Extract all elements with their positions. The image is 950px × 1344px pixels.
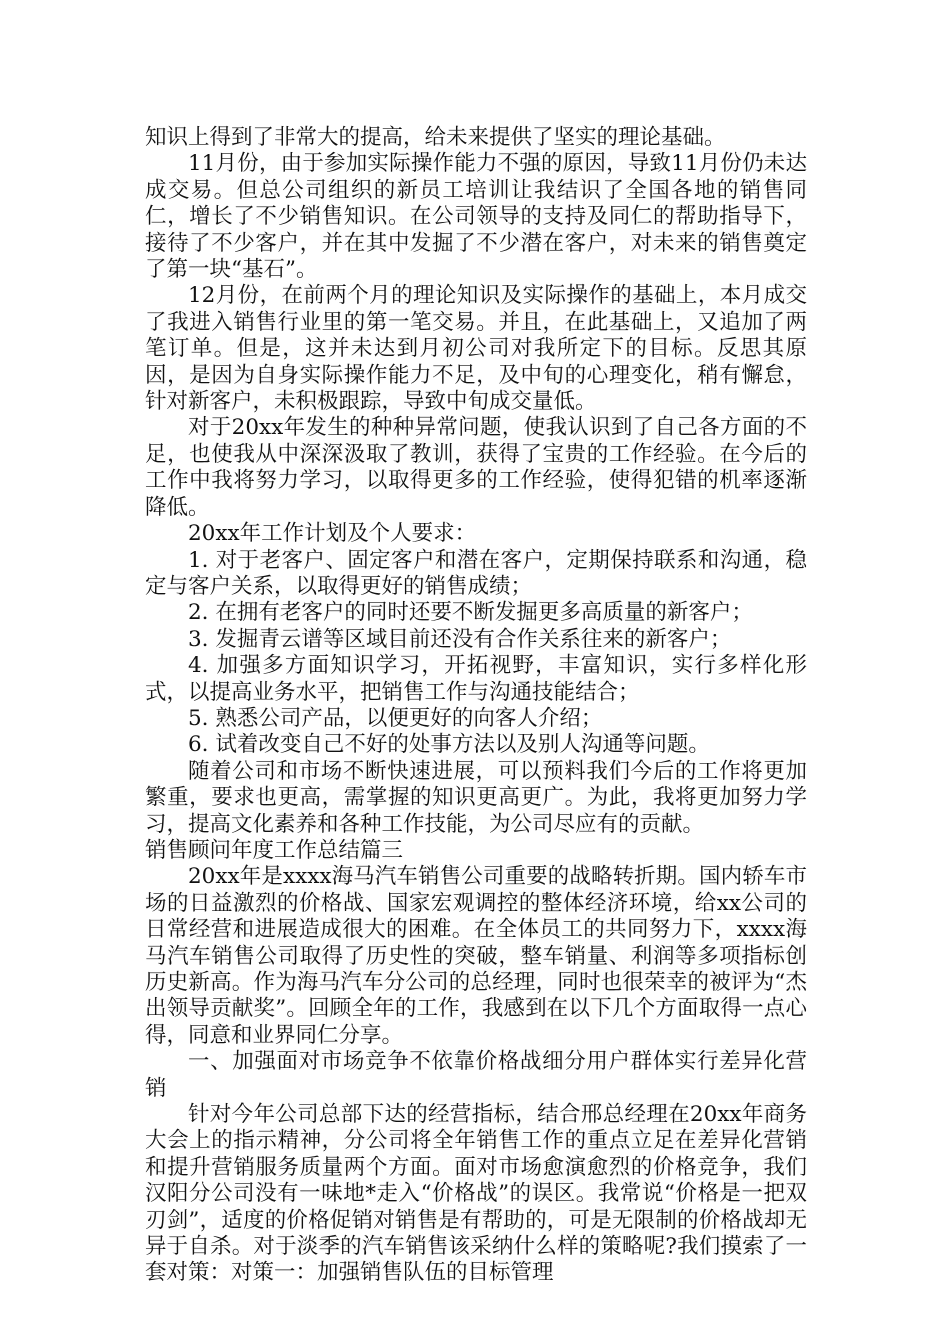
paragraph-outlook: 随着公司和市场不断快速进展，可以预料我们今后的工作将更加繁重，要求也更高，需掌握的知识更高更广。为此，我将更加努力学习，提高文化素养和各种工作技能，为公司尽应有的贡献。 [145, 758, 807, 837]
section-title: 销售顾问年度工作总结篇三 [145, 837, 404, 863]
plan-item-3: 3. 发掘青云谱等区域目前还没有合作关系往来的新客户； [188, 626, 732, 652]
paragraph-november: 11月份，由于参加实际操作能力不强的原因，导致11月份仍未达成交易。但总公司组织的新员工培训让我结识了全国各地的销售同仁，增长了不少销售知识。在公司领导的支持及同仁的帮助指导下，接待了不少客户，并在其中发掘了不少潜在客户，对未来的销售奠定了第一块“基石”。 [145, 151, 807, 283]
paragraph-continuation: 知识上得到了非常大的提高，给未来提供了坚实的理论基础。 [145, 125, 726, 150]
paragraph-strategy: 针对今年公司总部下达的经营指标，结合邢总经理在20xx年商务大会上的指示精神，分公司将全年销售工作的重点立足在差异化营销和提升营销服务质量两个方面。面对市场愈演愈烈的价格竞争，我们汉阳分公司没有一味地*走入“价格战”的误区。我常说“价格是一把双刃剑”，适度的价格促销对销售是有帮助的，可是无限制的价格战却无异于自杀。对于淡季的汽车销售该采纳什么样的策略呢?我们摸索了一套对策：对策一：加强销售队伍的目标管理 [145, 1102, 807, 1286]
plan-item-6: 6. 试着改变自己不好的处事方法以及别人沟通等问题。 [188, 732, 710, 758]
document-page [145, 125, 807, 1287]
plan-item-2: 2. 在拥有老客户的同时还要不断发掘更多高质量的新客户； [188, 600, 753, 626]
plan-item-1: 1. 对于老客户、固定客户和潜在客户，定期保持联系和沟通，稳定与客户关系，以取得更好的销售成绩； [145, 547, 807, 599]
plan-item-4: 4. 加强多方面知识学习，开拓视野，丰富知识，实行多样化形式，以提高业务水平，把销售工作与沟通技能结合； [145, 653, 807, 705]
plan-item-5: 5. 熟悉公司产品，以便更好的向客人介绍； [188, 705, 603, 731]
subheading-differentiation: 一、加强面对市场竞争不依靠价格战细分用户群体实行差异化营销 [145, 1049, 807, 1101]
paragraph-haima-intro: 20xx年是xxxx海马汽车销售公司重要的战略转折期。国内轿车市场的日益激烈的价格战、国家宏观调控的整体经济环境，给xx公司的日常经营和进展造成很大的困难。在全体员工的共同努力下，xxxx海马汽车销售公司取得了历史性的突破，整车销量、利润等多项指标创历史新高。作为海马汽车分公司的总经理，同时也很荣幸的被评为“杰出领导贡献奖”。回顾全年的工作，我感到在以下几个方面取得一点心得，同意和业界同仁分享。 [145, 864, 807, 1048]
paragraph-december: 12月份，在前两个月的理论知识及实际操作的基础上，本月成交了我进入销售行业里的第一笔交易。并且，在此基础上，又追加了两笔订单。但是，这并未达到月初公司对我所定下的目标。反思其原因，是因为自身实际操作能力不足，及中旬的心理变化，稍有懈怠，针对新客户，未积极跟踪，导致中旬成交量低。 [145, 283, 807, 415]
plan-heading: 20xx年工作计划及个人要求： [188, 521, 477, 547]
paragraph-reflection: 对于20xx年发生的种种异常问题，使我认识到了自己各方面的不足，也使我从中深深汲取了教训，获得了宝贵的工作经验。在今后的工作中我将努力学习，以取得更多的工作经验，使得犯错的机率逐渐降低。 [145, 415, 807, 520]
